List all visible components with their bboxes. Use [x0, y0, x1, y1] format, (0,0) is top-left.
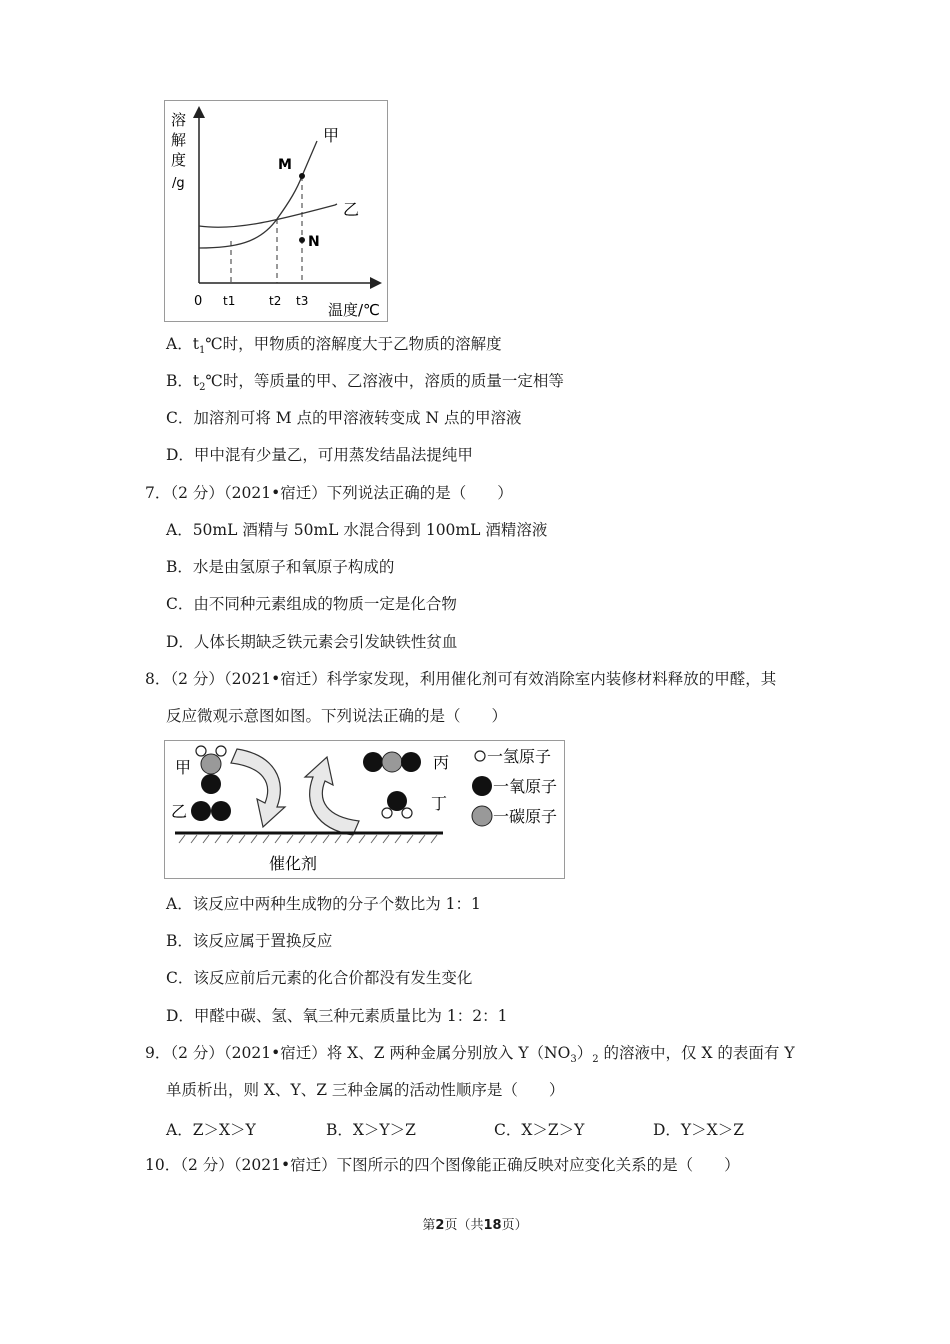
c-atom: [201, 754, 221, 774]
q9-option-d: D．Y＞X＞Z: [653, 1121, 744, 1139]
h-atom: [196, 746, 206, 756]
q7-stem: 7．（2 分）（2021•宿迁）下列说法正确的是（ ）: [145, 484, 513, 502]
label-yi: 乙: [343, 200, 360, 219]
q9-option-a: A．Z＞X＞Y: [166, 1121, 256, 1139]
o-atom: [363, 752, 383, 772]
curve-jia: [199, 141, 317, 248]
tick-t2: t2: [269, 294, 282, 308]
q9-stem-line1: 9．（2 分）（2021•宿迁）将 X、Z 两种金属分别放入 $Y(NO_3)_2$ 的溶液中，仅 X 的表面有 Y: [145, 1044, 795, 1065]
arrow-up-icon: [305, 757, 359, 835]
label-jia: 甲: [175, 758, 192, 777]
reaction-figure: [164, 740, 565, 879]
legend-h-icon: [475, 751, 485, 761]
tick-t1: t1: [223, 294, 236, 308]
q10-stem: 10．（2 分）（2021•宿迁）下图所示的四个图像能正确反映对应变化关系的是（ ）: [145, 1156, 740, 1174]
legend-c: 一碳原子: [493, 807, 558, 826]
tick-origin: 0: [194, 294, 203, 309]
q9-option-b: B．X＞Y＞Z: [326, 1121, 416, 1139]
q6-option-b: B．$t_2℃$时，等质量的甲、乙溶液中，溶质的质量一定相等: [166, 372, 564, 393]
q8-option-b: B．该反应属于置换反应: [166, 932, 333, 950]
q9-options-row: [166, 1118, 806, 1138]
q9-stem-line2: 单质析出，则 X、Y、Z 三种金属的活动性顺序是（ ）: [166, 1081, 565, 1099]
catalyst-hatch: [179, 835, 437, 843]
catalyst-label: 催化剂: [269, 854, 318, 873]
q7-option-d: D．人体长期缺乏铁元素会引发缺铁性贫血: [166, 633, 458, 651]
o-atom: [201, 774, 221, 794]
q9-option-c: C．X＞Z＞Y: [494, 1121, 585, 1139]
solubility-chart: [165, 101, 387, 321]
ylabel-3: 度: [171, 151, 187, 169]
q8-stem-line2: 反应微观示意图如图。下列说法正确的是（ ）: [166, 707, 508, 725]
o-atom: [211, 801, 231, 821]
ylabel-4: /g: [172, 176, 185, 191]
page-footer: 第2页（共18页）: [422, 1218, 528, 1233]
ylabel-1: 溶: [171, 111, 187, 129]
q8-stem-line1: 8．（2 分）（2021•宿迁）科学家发现，利用催化剂可有效消除室内装修材料释放的甲醛，其: [145, 670, 777, 688]
xlabel: 温度/℃: [328, 301, 380, 319]
label-ding: 丁: [431, 794, 448, 813]
tick-t3: t3: [296, 294, 309, 308]
o-atom: [387, 791, 407, 811]
legend-o-icon: [472, 776, 492, 796]
q6-option-a: A．$t_1℃$时，甲物质的溶解度大于乙物质的溶解度: [166, 335, 502, 356]
q7-option-c: C．由不同种元素组成的物质一定是化合物: [166, 595, 457, 613]
label-m: M: [278, 157, 292, 173]
q6-option-c: C．加溶剂可将 M 点的甲溶液转变成 N 点的甲溶液: [166, 409, 522, 427]
h-atom: [382, 808, 392, 818]
h-atom: [216, 746, 226, 756]
legend-c-icon: [472, 806, 492, 826]
legend-o: 一氧原子: [493, 777, 558, 796]
label-jia: 甲: [323, 126, 340, 145]
label-bing: 丙: [433, 753, 450, 772]
c-atom: [382, 752, 402, 772]
q7-option-a: A．50mL 酒精与 50mL 水混合得到 100mL 酒精溶液: [166, 521, 548, 539]
point-m: [299, 173, 305, 179]
reaction-diagram: [165, 741, 564, 878]
arrow-down-icon: [231, 749, 285, 827]
ylabel-2: 解: [171, 131, 187, 149]
o-atom: [401, 752, 421, 772]
point-n: [299, 237, 305, 243]
q7-option-b: B．水是由氢原子和氧原子构成的: [166, 558, 395, 576]
q6-option-d: D．甲中混有少量乙，可用蒸发结晶法提纯甲: [166, 446, 473, 464]
solubility-figure: [164, 100, 388, 322]
o-atom: [191, 801, 211, 821]
label-n: N: [308, 234, 320, 250]
q8-option-a: A．该反应中两种生成物的分子个数比为 1：1: [166, 895, 481, 913]
h-atom: [402, 808, 412, 818]
label-yi: 乙: [171, 802, 188, 821]
q8-option-c: C．该反应前后元素的化合价都没有发生变化: [166, 969, 473, 987]
curve-yi: [199, 204, 337, 227]
q8-option-d: D．甲醛中碳、氢、氧三种元素质量比为 1：2：1: [166, 1007, 508, 1025]
legend-h: 一氢原子: [487, 747, 552, 766]
